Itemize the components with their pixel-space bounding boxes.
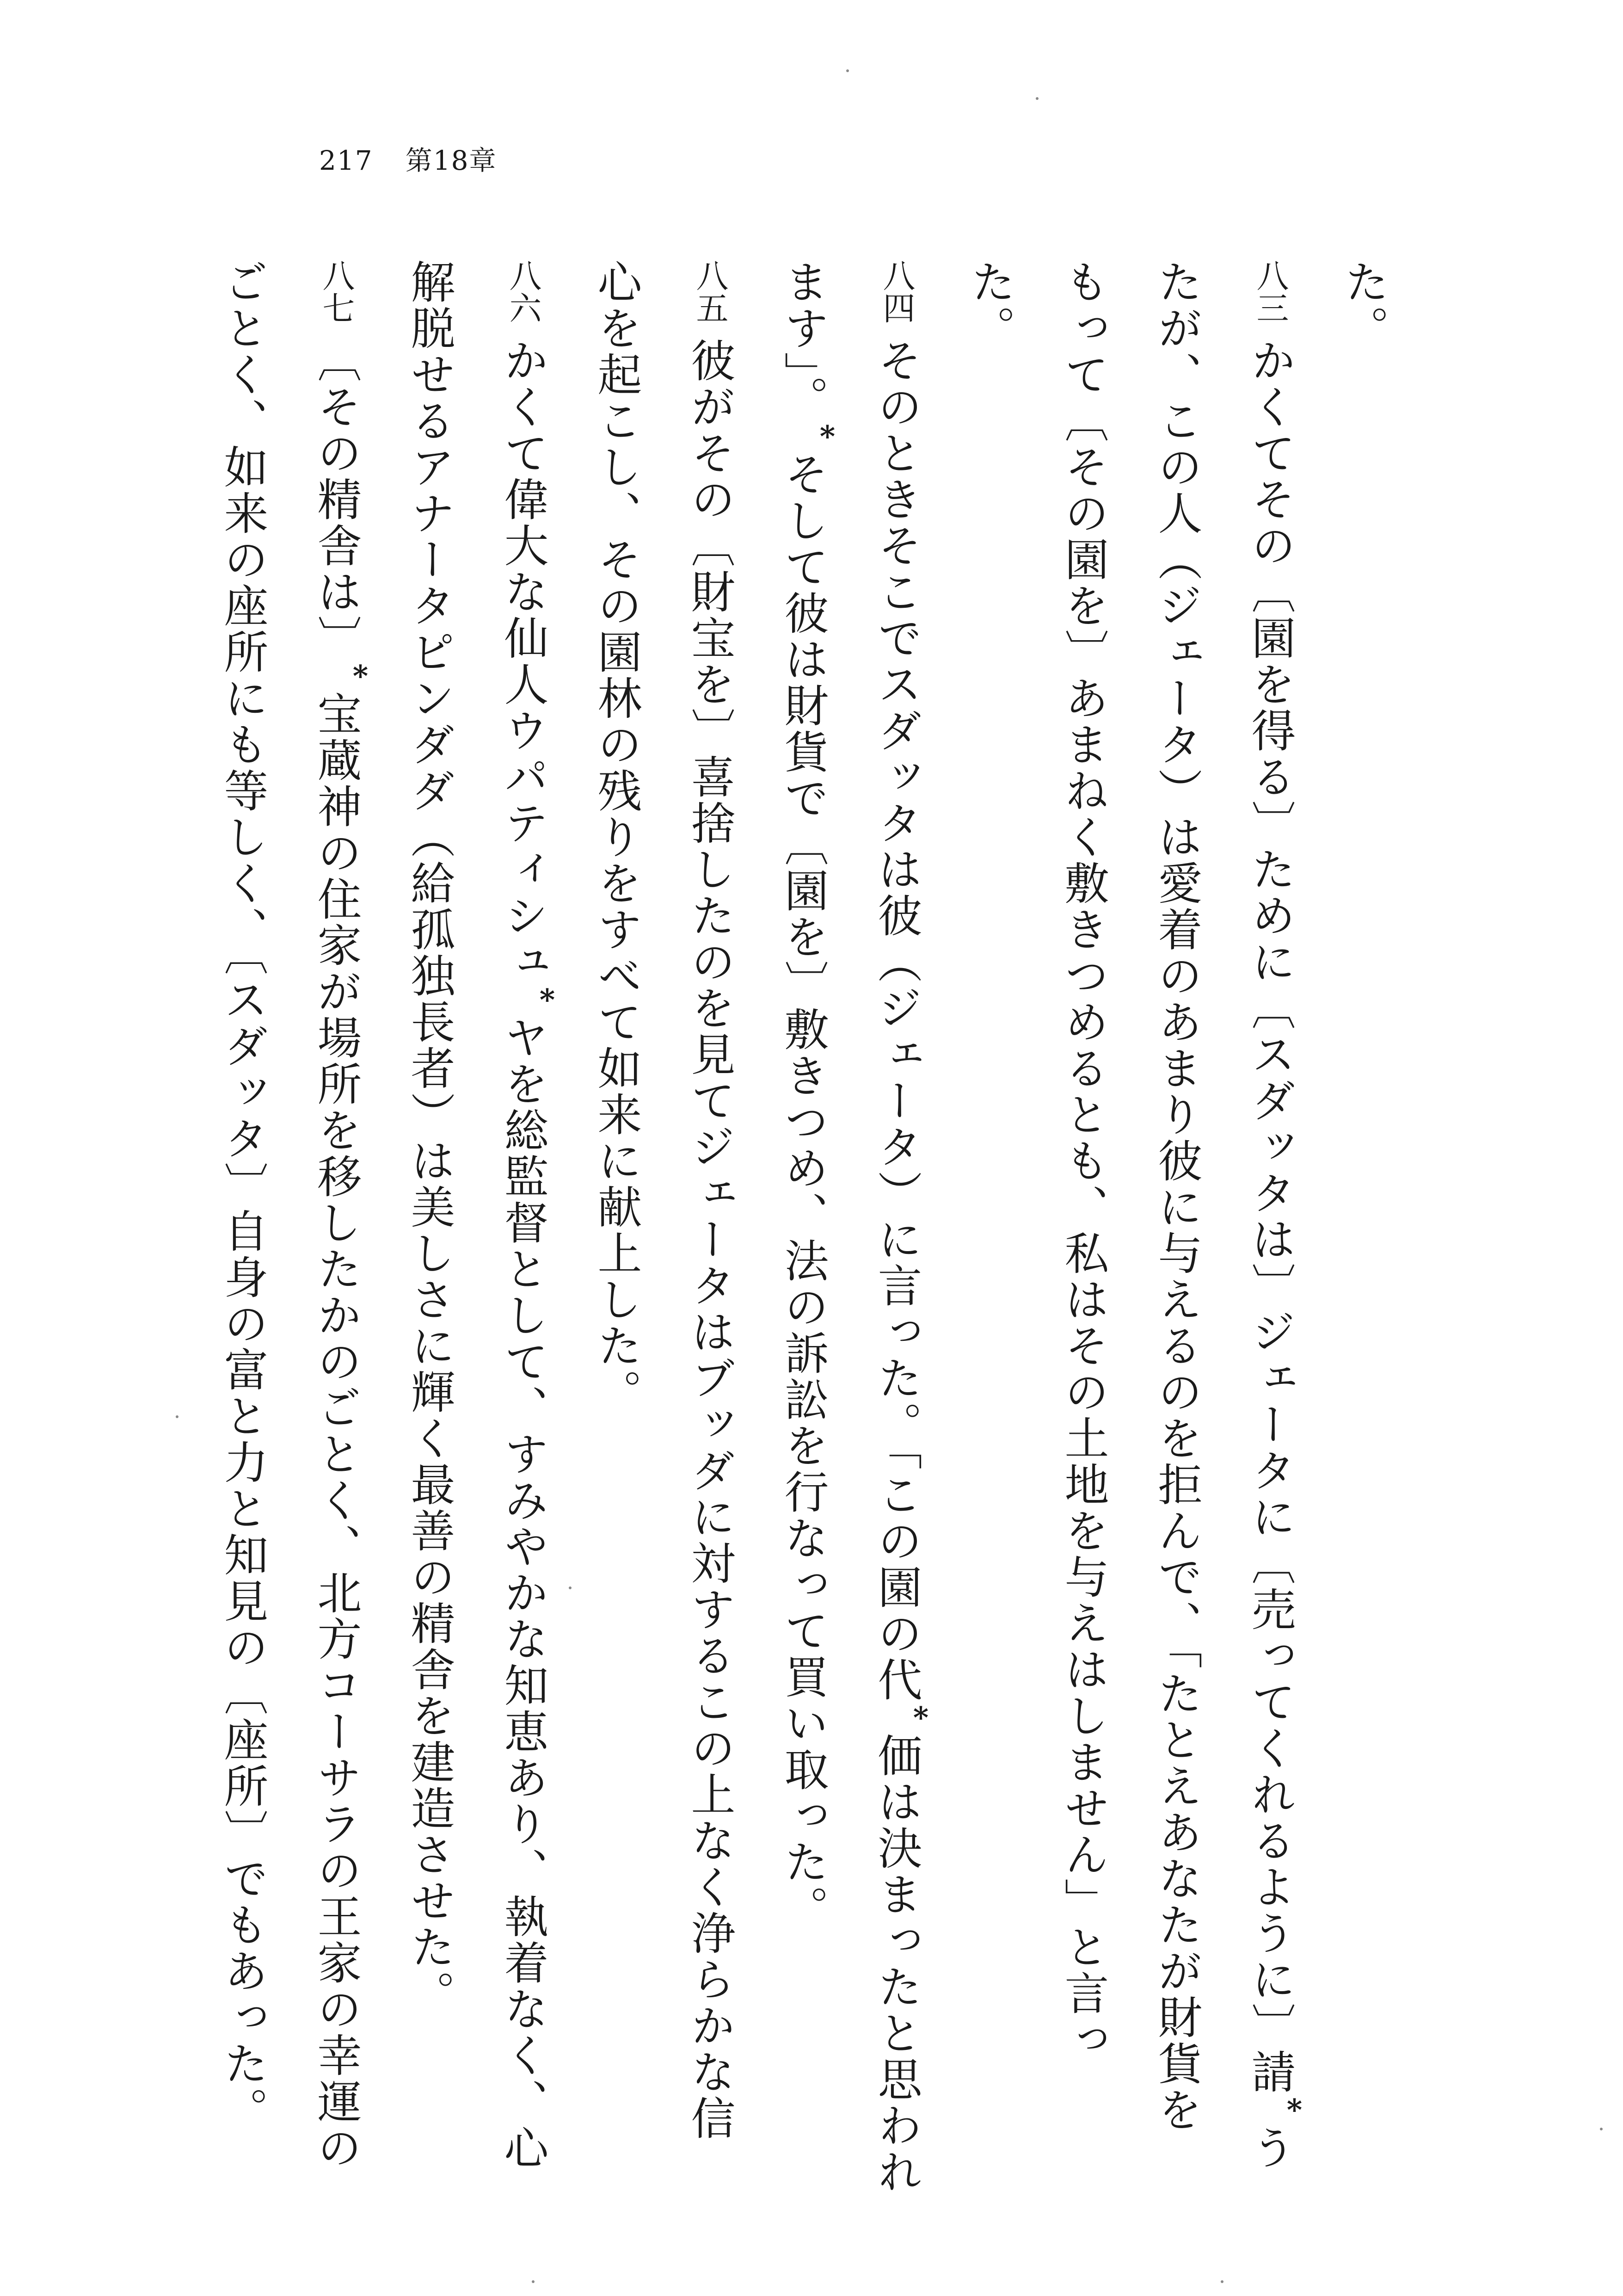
page-number: 217 xyxy=(319,145,373,176)
line-text: たが、この人（ジェータ）は愛着のあまり彼に与えるのを拒んで、「たとえあなたが財貨を xyxy=(1151,259,1203,2133)
line-text: ます」。 xyxy=(777,259,829,422)
line-text: そして彼は財貨で〔園を〕敷きつめ、法の訴訟を行なって買い取った。 xyxy=(777,451,829,1932)
vertical-body-text xyxy=(196,259,1410,2195)
line-text: ヤを総監督として、すみやかな知恵あり、執着なく、心 xyxy=(497,1015,549,2171)
footnote-marker: * xyxy=(352,661,369,691)
verse-number: 八七 xyxy=(317,259,355,324)
line-text: 彼がその〔財宝を〕喜捨したのを見てジェータはブッダに対するこの上なく浄らかな信 xyxy=(684,338,736,2142)
verse-number: 八四 xyxy=(878,259,916,324)
text-line xyxy=(289,259,383,2171)
scan-speck xyxy=(569,1586,572,1589)
line-text: た。 xyxy=(1338,259,1389,352)
text-line xyxy=(663,259,756,2142)
line-text: かくて偉大な仙人ウパティシュ xyxy=(497,338,549,985)
text-line xyxy=(196,259,289,2133)
footnote-marker: * xyxy=(913,1703,929,1733)
text-line xyxy=(476,259,570,2171)
scan-speck xyxy=(846,69,849,72)
scan-speck xyxy=(532,2280,535,2283)
footnote-marker: * xyxy=(539,985,555,1015)
line-text: そのときそこでスダッタは彼（ジェータ）に言った。「この園の代 xyxy=(871,338,922,1703)
text-line xyxy=(570,259,663,2017)
scan-speck xyxy=(1036,97,1039,100)
scan-speck xyxy=(1600,2128,1603,2130)
line-text: ごとく、如来の座所にも等しく、〔スダッタ〕自身の富と力と知見の〔座所〕でもあった。 xyxy=(217,259,269,2133)
line-text: かくてその〔園を得る〕ために〔スダッタは〕ジェータに〔売ってくれるように〕請 xyxy=(1244,338,1296,2095)
text-line xyxy=(1130,259,1223,2133)
line-text: た。 xyxy=(964,259,1016,352)
line-text: 宝蔵神の住家が場所を移したかのごとく、北方コーサラの王家の幸運の xyxy=(310,691,362,2171)
line-text: う xyxy=(1244,2125,1296,2171)
text-line xyxy=(1317,259,1410,2017)
line-text: 解脱せるアナータピンダダ（給孤独長者）は美しさに輝く最善の精舎を建造させた。 xyxy=(404,259,455,2017)
line-text: 心を起こし、その園林の残りをすべて如来に献上した。 xyxy=(590,259,642,1415)
verse-number: 八五 xyxy=(691,259,729,324)
footnote-marker: * xyxy=(819,422,836,451)
scan-speck xyxy=(176,1415,178,1418)
text-line xyxy=(943,259,1037,2017)
chapter-title: 第18章 xyxy=(405,145,497,176)
verse-number: 八六 xyxy=(504,259,542,324)
text-line xyxy=(1223,259,1317,2171)
text-line xyxy=(383,259,476,2017)
line-text: 〔その精舎は〕 xyxy=(310,338,362,661)
line-text: もって〔その園を〕あまねく敷きつめるとも、私はその土地を与えはしません」と言っ xyxy=(1057,259,1109,2063)
footnote-marker: * xyxy=(1286,2095,1303,2125)
text-line xyxy=(756,259,850,2017)
page-header xyxy=(319,139,497,178)
text-line xyxy=(1037,259,1130,2063)
verse-number: 八三 xyxy=(1251,259,1289,324)
line-text: 価は決まったと思われ xyxy=(871,1733,922,2195)
scan-speck xyxy=(1221,2280,1223,2283)
text-line xyxy=(850,259,943,2195)
